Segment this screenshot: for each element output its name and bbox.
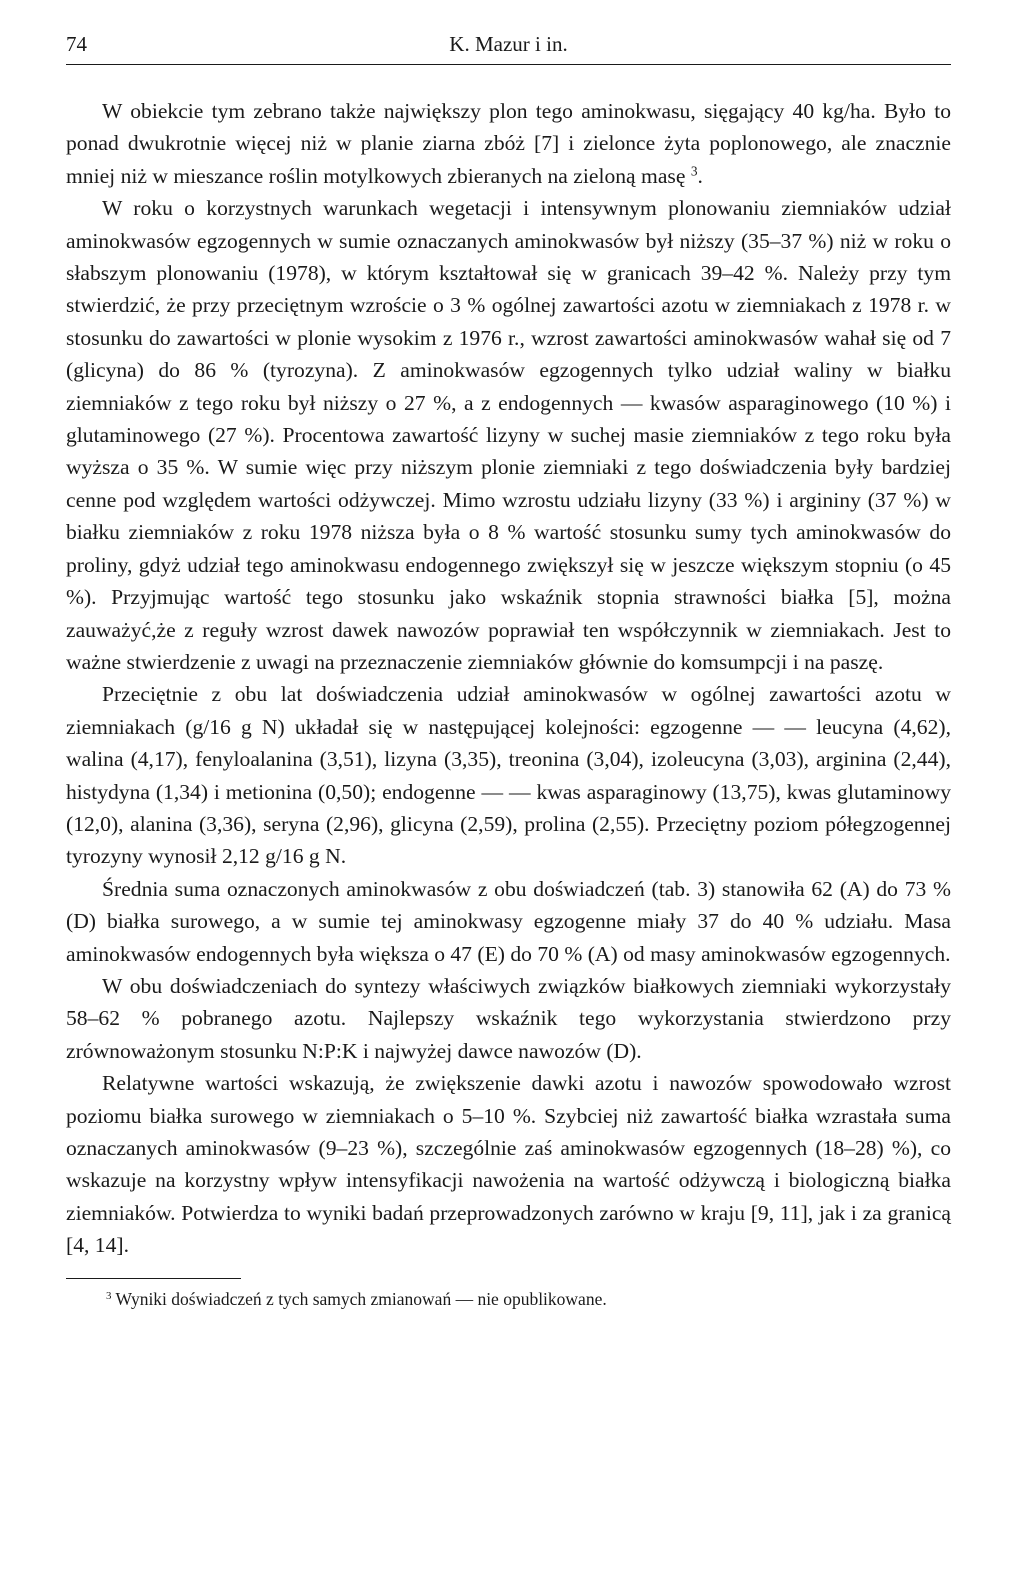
paragraph	[66, 1067, 951, 1261]
paragraph-text: .	[697, 163, 703, 188]
paragraph-text: W roku o korzystnych warunkach wegetacji i intensywnym plonowaniu ziemniaków udział aminokwasów egzogennych w sumie oznaczanych aminokwasów był niższy (35–37 %) niż w roku o słabszym plonowaniu (1978), w którym kształtował się w granicach 39–42 %. Należy przy tym stwierdzić, że przy przeciętnym wzroście o 3 % ogólnej zawartości azotu w ziemniakach z 1978 r. w stosunku do zawartości w plonie wysokim z 1976 r., wzrost zawartości aminokwasów wahał się od 7 (glicyna) do 86 % (tyrozyna). Z aminokwasów egzogennych tylko udział waliny w białku ziemniaków z tego roku był niższy o 27 %, a z endogennych — kwasów asparaginowego (10 %) i glutaminowego (27 %). Procentowa zawartość lizyny w suchej masie ziemniaków z tego roku była wyższa o 35 %. W sumie więc przy niższym plonie ziemniaki z tego doświadczenia były bardziej cenne pod względem wartości odżywczej. Mimo wzrostu udziału lizyny (33 %) i argininy (37 %) w białku ziemniaków z roku 1978 niższa była o 8 % wartość stosunku sumy tych aminokwasów do proliny, gdyż udział tego aminokwasu endogennego zwiększył się w jeszcze większym stopniu (o 45 %). Przyjmując wartość tego stosunku jako wskaźnik stopnia strawności białka [5], można zauważyć,że z reguły wzrost dawek nawozów poprawiał ten współczynnik w ziemniakach. Jest to ważne stwierdzenie z uwagi na przeznaczenie ziemniaków głównie do komsumpcji i na paszę.	[66, 196, 951, 674]
paragraph	[66, 95, 951, 192]
paragraph	[66, 678, 951, 872]
page-number: 74	[66, 32, 87, 56]
footnote-rule	[66, 1278, 241, 1279]
body-text	[66, 95, 951, 1262]
paragraph	[66, 970, 951, 1067]
page	[66, 30, 951, 1311]
header-author: K. Mazur i in.	[449, 32, 568, 56]
footnote-text: Wyniki doświadczeń z tych samych zmianowań — nie opublikowane.	[111, 1288, 607, 1309]
running-head	[66, 30, 951, 65]
footnote-reference: 3	[690, 163, 698, 179]
footnote	[66, 1287, 951, 1311]
footnote-mark: 3	[106, 1289, 112, 1302]
paragraph-text: Średnia suma oznaczonych aminokwasów z obu doświadczeń (tab. 3) stanowiła 62 (A) do 73 % (D) białka surowego, a w sumie tej aminokwasy egzogenne miały 37 do 40 % udziału. Masa aminokwasów endogennych była większa o 47 (E) do 70 % (A) od masy aminokwasów egzogennych.	[66, 876, 951, 966]
paragraph-text: W obiekcie tym zebrano także największy plon tego aminokwasu, sięgający 40 kg/ha. Było to ponad dwukrotnie więcej niż w planie ziarna zbóż [7] i zielonce żyta poplonowego, ale znacznie mniej niż w mieszance roślin motylkowych zbieranych na zieloną masę	[66, 99, 951, 188]
paragraph	[66, 192, 951, 678]
paragraph	[66, 873, 951, 970]
paragraph-text: Przeciętnie z obu lat doświadczenia udział aminokwasów w ogólnej zawartości azotu w ziemniakach (g/16 g N) układał się w następującej kolejności: egzogenne — — leucyna (4,62), walina (4,17), fenyloalanina (3,51), lizyna (3,35), treonina (3,04), izoleucyna (3,03), arginina (2,44), histydyna (1,34) i metionina (0,50); endogenne — — kwas asparaginowy (13,75), kwas glutaminowy (12,0), alanina (3,36), seryna (2,96), glicyna (2,59), prolina (2,55). Przeciętny poziom półegzogennej tyrozyny wynosił 2,12 g/16 g N.	[66, 682, 951, 869]
paragraph-text: Relatywne wartości wskazują, że zwiększenie dawki azotu i nawozów spowodowało wzrost poziomu białka surowego w ziemniakach o 5–10 %. Szybciej niż zawartość białka wzrastała suma oznaczanych aminokwasów (9–23 %), szczególnie zaś aminokwasów egzogennych (18–28) %), co wskazuje na korzystny wpływ intensyfikacji nawożenia na wartość odżywczą i biologiczną białka ziemniaków. Potwierdza to wyniki badań przeprowadzonych zarówno w kraju [9, 11], jak i za granicą [4, 14].	[66, 1071, 951, 1258]
paragraph-text: W obu doświadczeniach do syntezy właściwych związków białkowych ziemniaki wykorzystały 58–62 % pobranego azotu. Najlepszy wskaźnik tego wykorzystania stwierdzono przy zrównoważonym stosunku N:P:K i najwyżej dawce nawozów (D).	[66, 973, 951, 1063]
